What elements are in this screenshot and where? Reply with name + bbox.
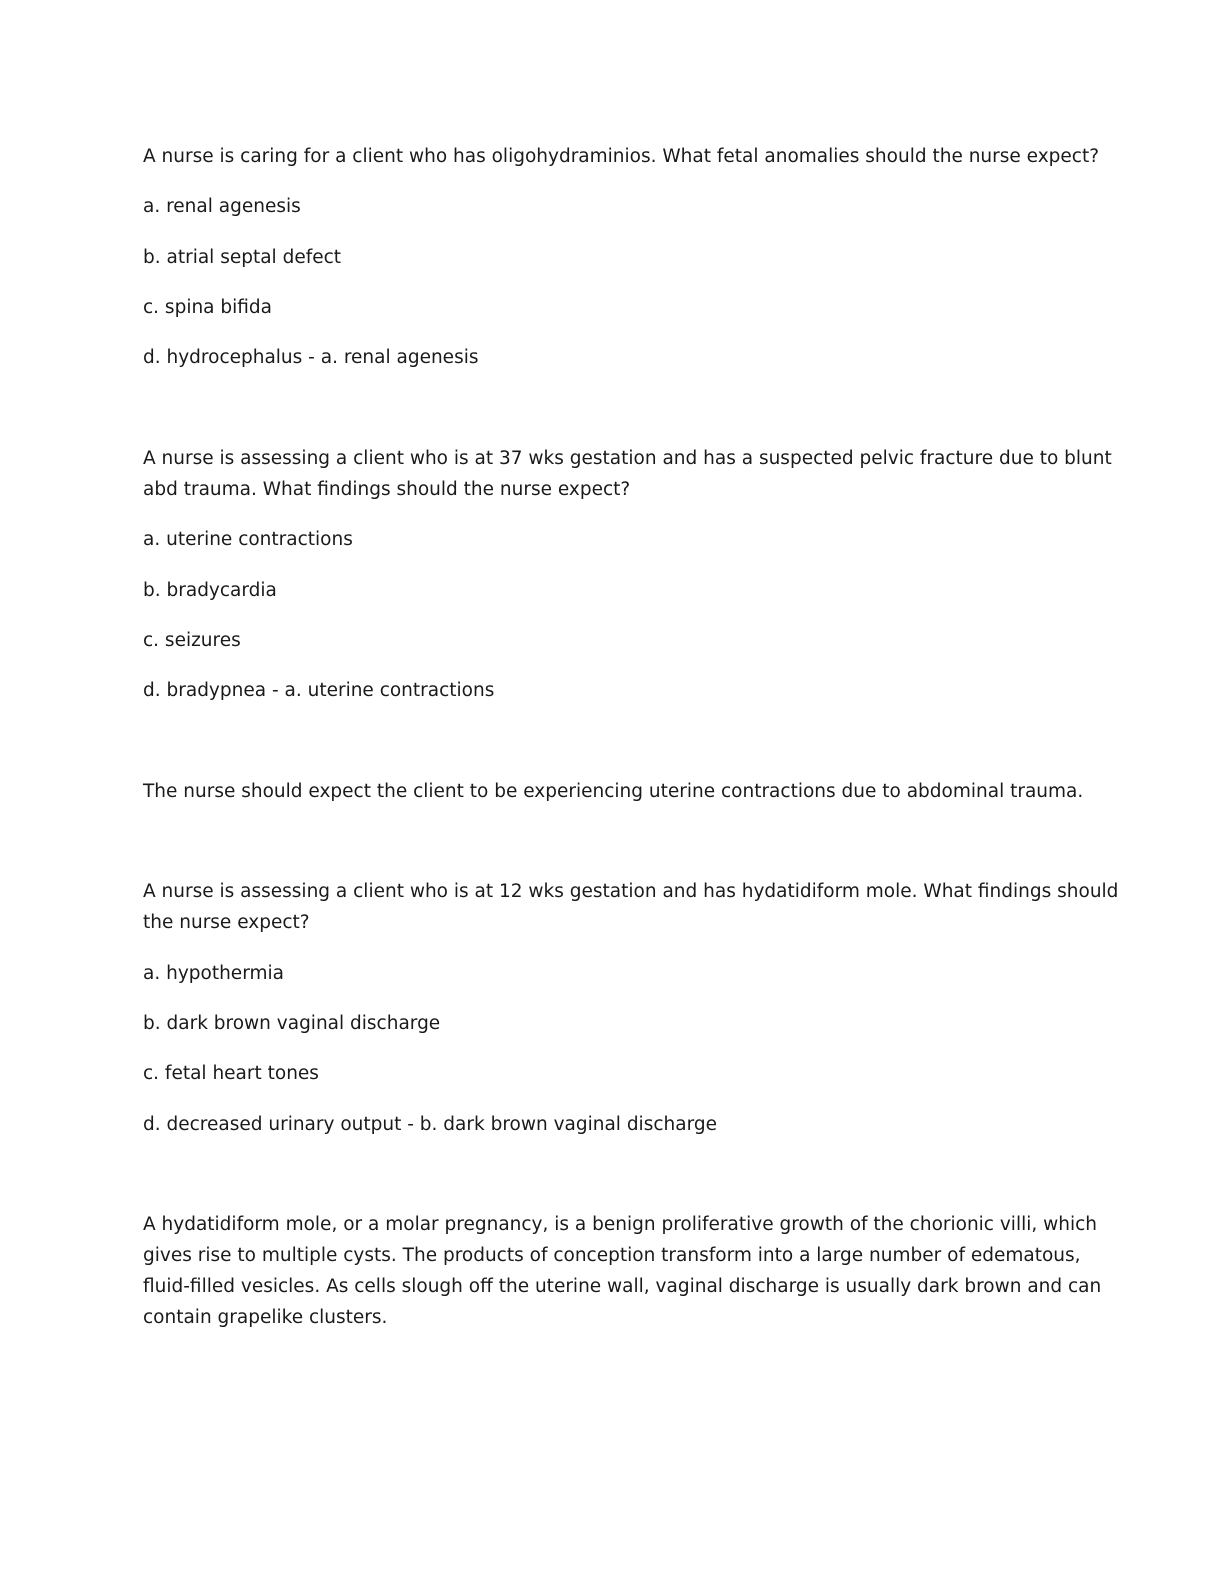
question-2-option-a: a. uterine contractions	[143, 529, 353, 550]
question-3-option-c: c. fetal heart tones	[143, 1063, 319, 1084]
question-3-option-a: a. hypothermia	[143, 963, 284, 984]
question-3-rationale-line-4: contain grapelike clusters.	[143, 1307, 388, 1328]
question-3-stem-line-1: A nurse is assessing a client who is at 12 wks gestation and has hydatidiform mole. What findings should	[143, 881, 1119, 902]
question-2-option-b: b. bradycardia	[143, 580, 277, 601]
question-3-rationale-line-3: fluid-filled vesicles. As cells slough off the uterine wall, vaginal discharge is usually dark brown and can	[143, 1276, 1102, 1297]
question-2-stem-line-2: abd trauma. What findings should the nurse expect?	[143, 479, 631, 500]
question-3-option-d-answer: d. decreased urinary output - b. dark brown vaginal discharge	[143, 1114, 717, 1135]
question-3-option-b: b. dark brown vaginal discharge	[143, 1013, 441, 1034]
question-2-stem-line-1: A nurse is assessing a client who is at 37 wks gestation and has a suspected pelvic fracture due to blunt	[143, 448, 1112, 469]
question-2-option-d-answer: d. bradypnea - a. uterine contractions	[143, 680, 495, 701]
question-2-rationale: The nurse should expect the client to be experiencing uterine contractions due to abdominal trauma.	[143, 781, 1084, 802]
question-3-rationale-line-2: gives rise to multiple cysts. The products of conception transform into a large number of edematous,	[143, 1245, 1081, 1266]
question-1-option-b: b. atrial septal defect	[143, 247, 342, 268]
question-1-stem: A nurse is caring for a client who has oligohydraminios. What fetal anomalies should the nurse expect?	[143, 146, 1100, 167]
question-2-option-c: c. seizures	[143, 630, 241, 651]
question-3-rationale-line-1: A hydatidiform mole, or a molar pregnancy, is a benign proliferative growth of the chorionic villi, which	[143, 1214, 1098, 1235]
question-1-option-a: a. renal agenesis	[143, 196, 301, 217]
question-1-option-d-answer: d. hydrocephalus - a. renal agenesis	[143, 347, 479, 368]
question-1-option-c: c. spina bifida	[143, 297, 273, 318]
question-3-stem-line-2: the nurse expect?	[143, 912, 310, 933]
